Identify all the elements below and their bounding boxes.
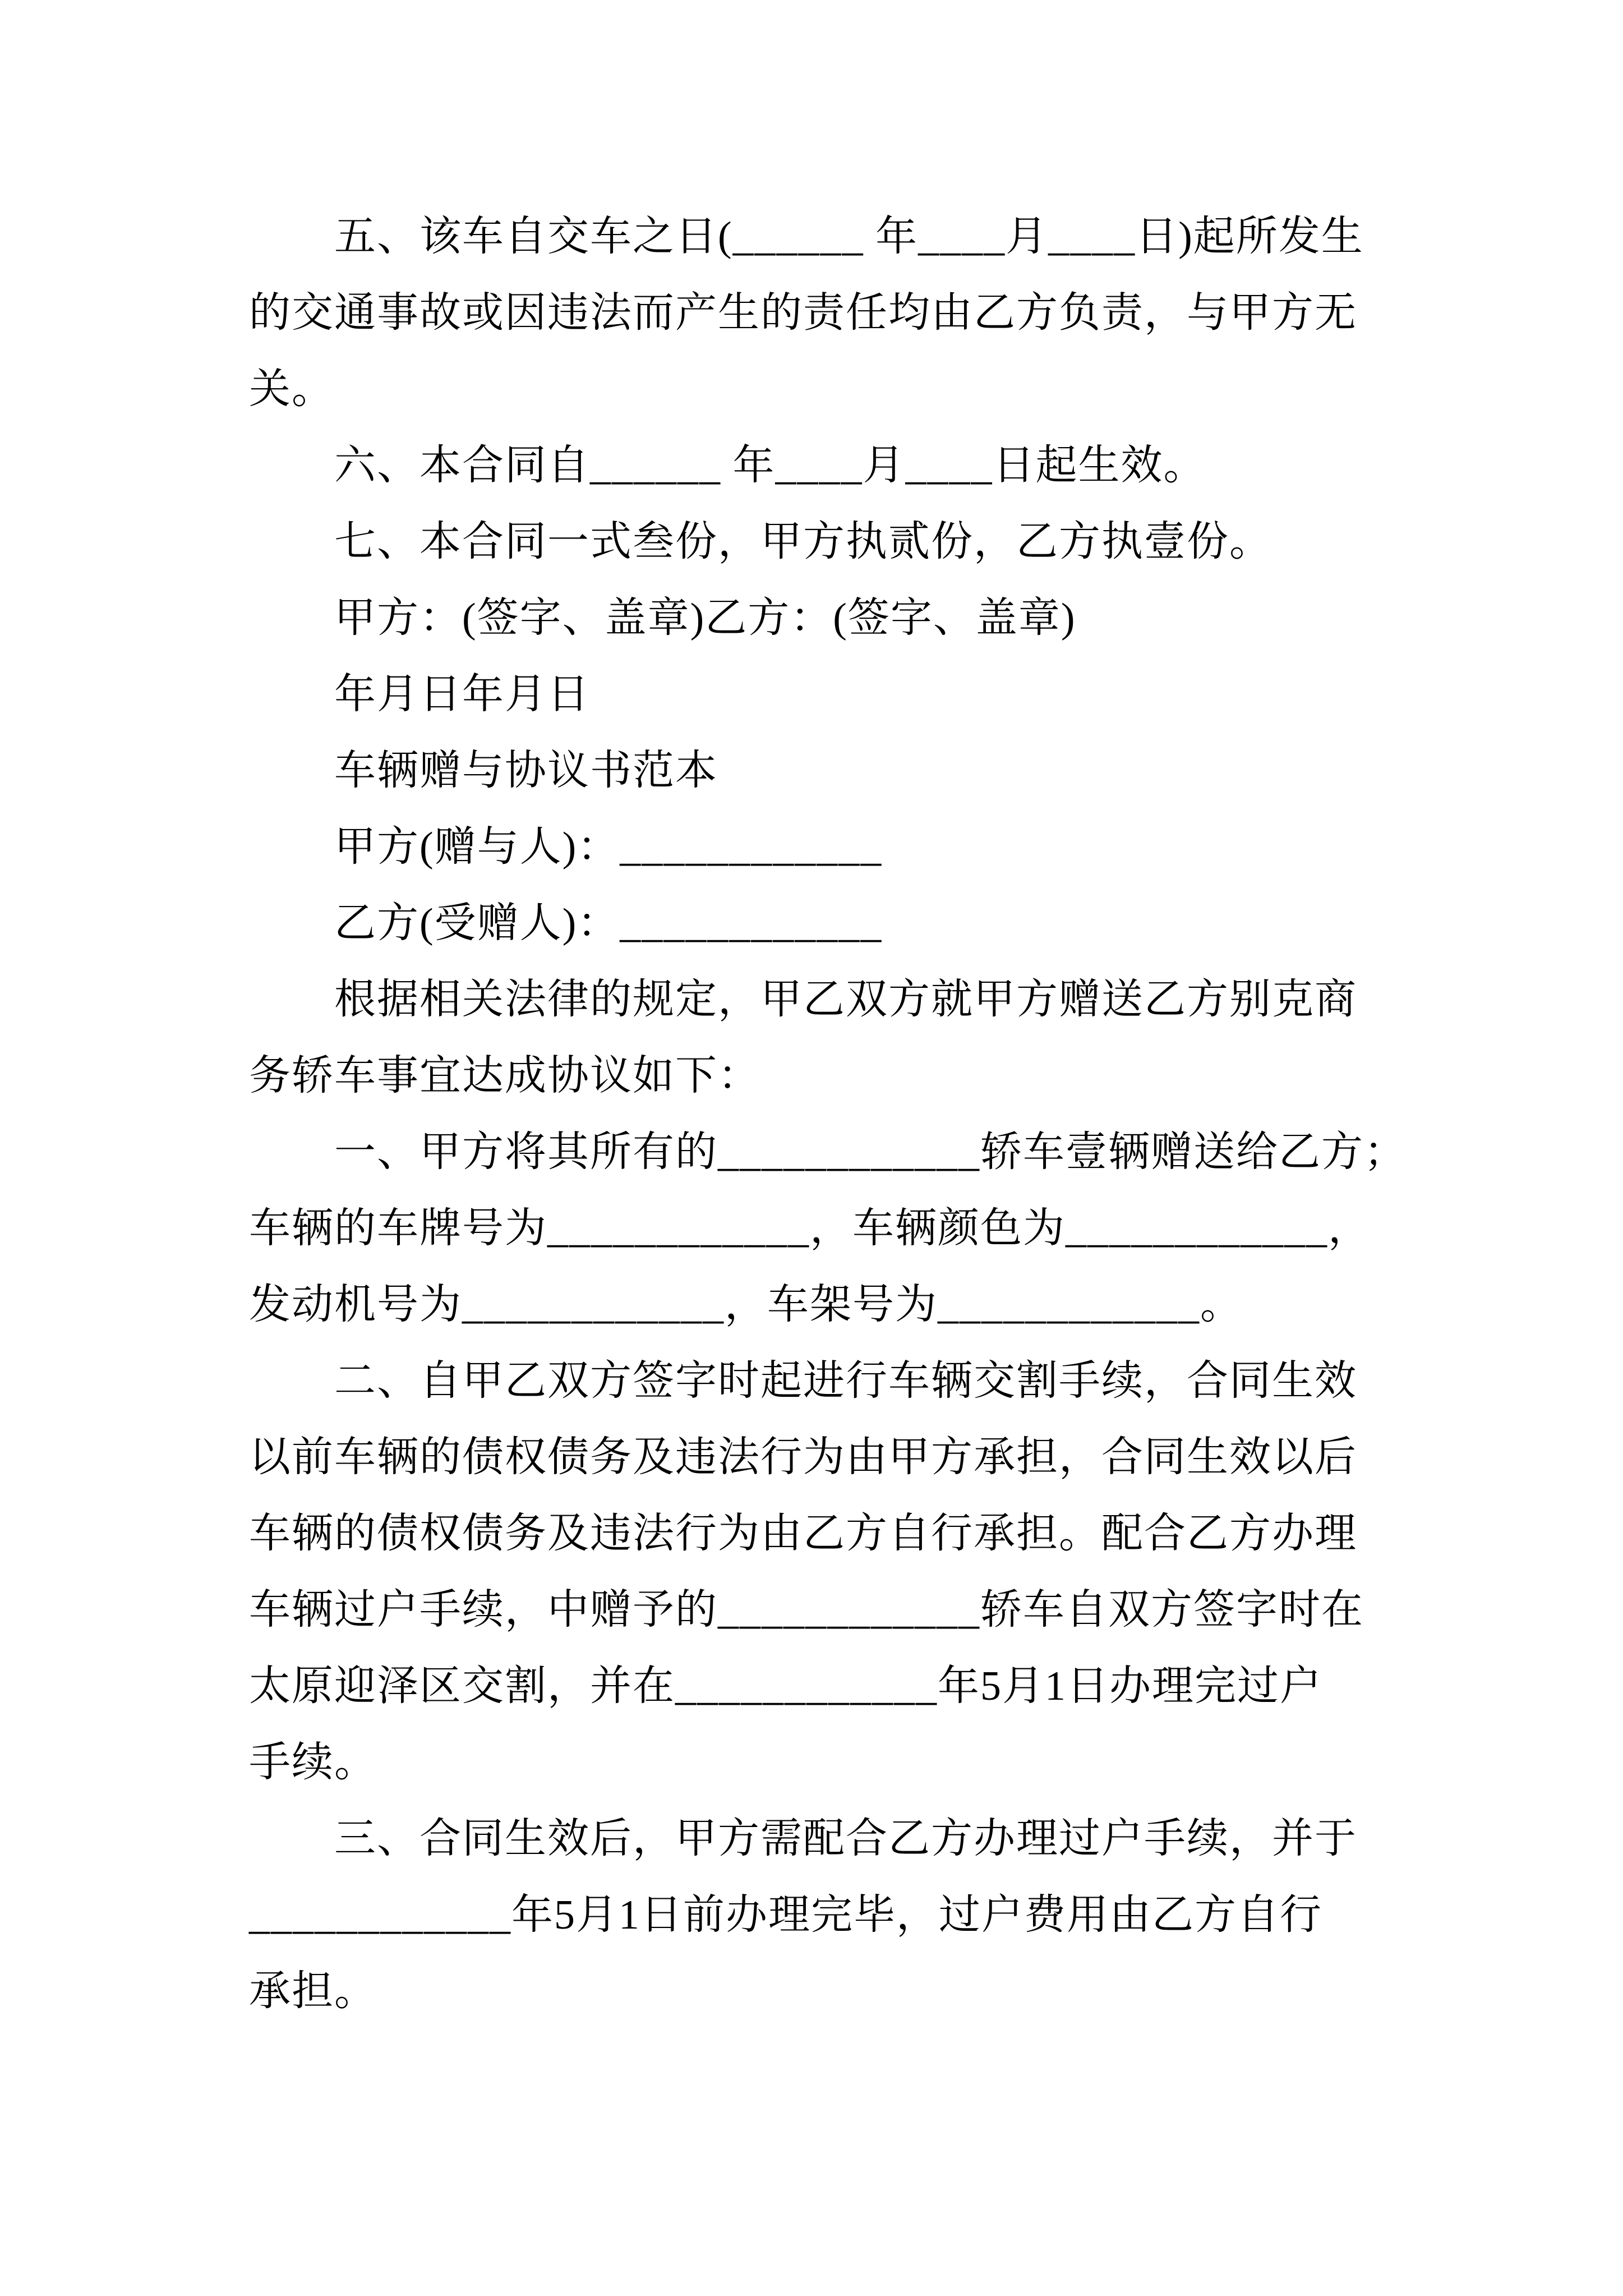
doc-line-date: 年月日年月日	[334, 671, 590, 717]
doc-line: 车辆的车牌号为____________，车辆颜色为____________，	[249, 1205, 1371, 1251]
doc-line: 三、合同生效后，甲方需配合乙方办理过户手续，并于	[334, 1816, 1357, 1862]
doc-line-party-a: 甲方(赠与人)：____________	[334, 824, 883, 870]
doc-line: 手续。	[249, 1740, 377, 1786]
doc-line: 七、本合同一式叁份，甲方执贰份，乙方执壹份。	[334, 519, 1272, 565]
doc-line: 太原迎泽区交割，并在____________年5月1日办理完过户	[249, 1663, 1322, 1709]
doc-line: ____________年5月1日前办理完毕，过户费用由乙方自行	[249, 1892, 1322, 1938]
doc-line: 发动机号为____________，车架号为____________。	[249, 1282, 1243, 1328]
doc-line: 关。	[249, 366, 334, 412]
doc-line: 务轿车事宜达成协议如下：	[249, 1053, 760, 1099]
doc-line: 一、甲方将其所有的____________轿车壹辆赠送给乙方；	[334, 1129, 1407, 1175]
doc-line: 车辆的债权债务及违法行为由乙方自行承担。配合乙方办理	[249, 1511, 1357, 1557]
doc-line-signature: 甲方：(签字、盖章)乙方：(签字、盖章)	[334, 595, 1076, 641]
doc-line: 的交通事故或因违法而产生的责任均由乙方负责，与甲方无	[249, 290, 1357, 336]
doc-line: 车辆过户手续，中赠予的____________轿车自双方签字时在	[249, 1587, 1364, 1633]
doc-line: 二、自甲乙双方签字时起进行车辆交割手续，合同生效	[334, 1358, 1357, 1404]
doc-line: 根据相关法律的规定，甲乙双方就甲方赠送乙方别克商	[334, 977, 1357, 1023]
doc-line: 以前车辆的债权债务及违法行为由甲方承担，合同生效以后	[249, 1434, 1357, 1480]
doc-line-party-b: 乙方(受赠人)：____________	[334, 900, 883, 946]
doc-line: 五、该车自交车之日(______ 年____月____日)起所发生	[334, 214, 1364, 260]
doc-line: 承担。	[249, 1968, 377, 2014]
doc-line: 六、本合同自______ 年____月____日起生效。	[334, 443, 1206, 489]
doc-title-line: 车辆赠与协议书范本	[334, 748, 718, 794]
